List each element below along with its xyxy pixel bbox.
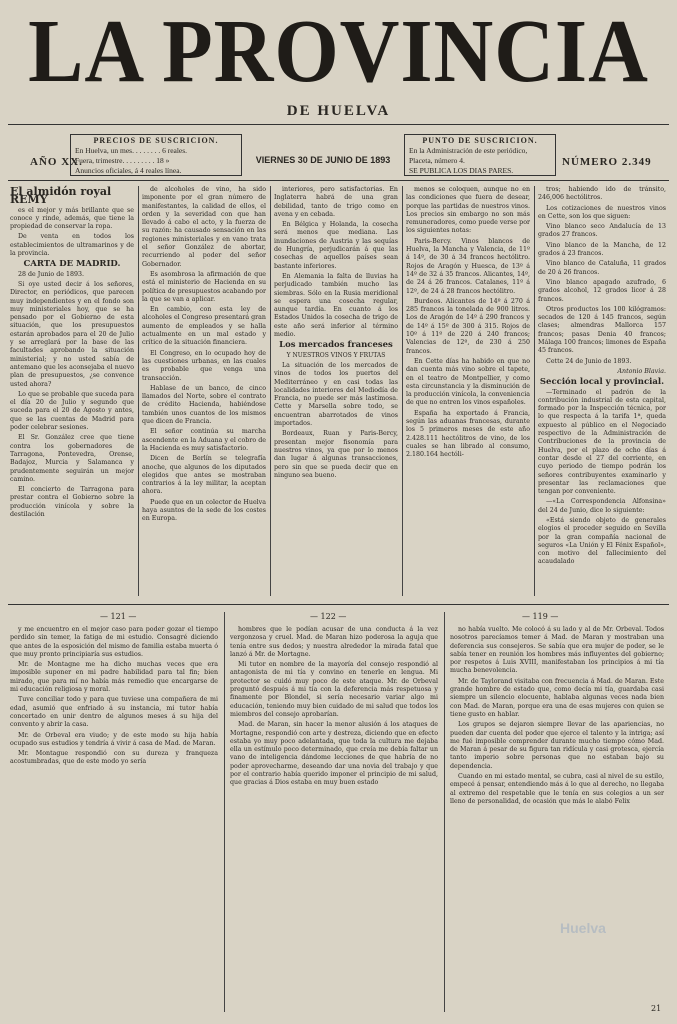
paragraph: tros; habiendo ido de tránsito, 246,006 hectólitros. (538, 186, 666, 202)
paragraph: El concierto de Tarragona para prestar contra el Gobierno sobre la producción vinícola y sobre la destilación (10, 486, 134, 518)
paragraph: Mad. de Maran, sin hacer la menor alusión á los ataques de Mortagne, respondió con arte y destreza, diciendo que en efecto estaba yo muy poco adelantada, que toda la cultura me dejaba ella un estímulo poco determinado, que creía me debía faltar un vano de inteligencia dándome lecciones de que habría de no poder aprovecharme, deseando dar una novia del trabajo y que por el contrario había querido imponer el principio de mi salud, que gracias á Dios estaba en muy buen estado (230, 721, 438, 787)
subscription-point-line: SE PUBLICA LOS DIAS PARES. (409, 166, 514, 175)
paragraph: En cambio, con esta ley de alcoholes el Congreso presentará gran aumento de empleados y se halla actualmente en un mal estado y crítico de la situación financiera. (142, 306, 266, 347)
folletin-column-3 (450, 626, 664, 808)
paragraph: Vino blanco de la Mancha, de 12 grados á 23 francos. (538, 241, 666, 258)
ad-text: De venta en todos los establecimientos de ultramarinos y de la provincia. (10, 233, 134, 258)
subscription-point-box (404, 134, 556, 176)
paragraph: Mr. de Orbeval era viudo; y de este modo su hija había ocupado sus estudios y tendría á vivir á casa de Mad. de Maran. (10, 731, 218, 747)
masthead-subtitle: DE HUELVA (286, 103, 391, 119)
paragraph: de alcoholes de vino, ha sido imponente por el gran número de manifestantes, la calidad de ellos, el orden y la severidad con que han llevado á cabo el acto, y la fuerza de su razón: ha causado sensación en las regiones ministeriales y en vano trata el señor González de abortar, recurriendo al poder del señor Gobernador. (142, 186, 266, 268)
paragraph: Dicen de Berlín se telegrafía anoche, que algunos de los diputados elegidos que antes se mostraban contrarios á la ley militar, la aceptan ahora. (142, 455, 266, 496)
header-rule-top (8, 124, 669, 125)
paragraph: Vino blanco apagado azufrado, 6 grados alcohol, 12 grados licor á 28 francos. (538, 278, 666, 303)
issue-number: NÚMERO 2.349 (562, 156, 652, 168)
column-divider (402, 186, 403, 596)
paragraph: Puede que en un colector de Huelva haya asuntos de la sede de los costes en Europa. (142, 498, 266, 523)
paragraph: Bordeaux, Ruan y Paris-Bercy, presentan mejor fisonomía para nuestros vinos, ya que por lo menos dan lugar á algunas transacciones, pero sin que se pueda decir que en ninguno sea bueno. (274, 430, 398, 479)
subscription-line: En Huelva, un mes. . . . . . . . 6 reales. (75, 146, 188, 155)
paragraph: Tuve conciliar todo y para que tuviese una compañera de mi edad, asumió que enfriado á su instancia, mi tutor había concertado en unir dentro de algunos meses á su hija del convento y abrir la casa. (10, 696, 218, 729)
paragraph: Mr. de Montagne me ha dicho muchas veces que era imposible suponer en mi padre habilidad para tal fin; bien mirado, que para mí no había más remedio que encargarse de mi educación religiosa y moral. (10, 661, 218, 694)
column-divider (534, 186, 535, 596)
folletin-page-number: — 122 — (310, 612, 347, 621)
subscription-prices-title: PRECIOS DE SUSCRICION. (93, 136, 219, 145)
paragraph: El Sr. González cree que tiene contra los gobernadores de Tarragona, Pontevedra, Orense, Badajoz, Murcia y Salamanca y prudentemente seguirán un mejor camino. (10, 434, 134, 483)
paragraph: Vino blanco seco Andalucía de 13 grados 27 francos. (538, 223, 666, 239)
column-divider (444, 612, 445, 1012)
folletin-rule (8, 604, 669, 605)
section-heading: Sección local y provincial. (539, 377, 665, 388)
column-2 (142, 186, 266, 526)
header-rule-bottom (8, 180, 669, 181)
subscription-prices-box (70, 134, 242, 176)
paragraph: interiores, pero satisfactorias. En Inglaterra habrá de una gran debilidad, tanto de trigo como en avena y en cebada. (274, 186, 398, 218)
paragraph: Hablase de un banco, de cinco llamados del Norte, sobre el contrato de crédito Hacienda, habiéndose también unos cuantos de los mismos que dicen de Francia. (142, 384, 266, 426)
sheet-mark: 21 (651, 1004, 662, 1013)
paragraph: no había vuelto. Me colocó á su lado y al de Mr. Orbeval. Todos nosotros parecíamos temer á Mad. de Maran y mostraban una deferencia sus consejeros. Se sabía que era mujer de poder, se le sabía tener en reunión los hombres más influyentes del gobierno; por respetos á Luis XVIII, manifestaban los principios á mi tía mucha benevolencia. (450, 626, 664, 675)
section-subheading: Y NUESTROS VINOS Y FRUTAS (286, 351, 386, 359)
paragraph: Si oye usted decir á los señores, Director, en periódicos, que parecen muy independientes y en el fondo son muy ministeriales hoy, que se ha pensado por el Gobierno de esta situación, que los presupuestos estarán aprobados para el 20 de Julio y se arreglará por la base de las facultades aprobando la situación ministerial; y no usted sabía de antemano que les aconsejaba el nuevo plan de presupuestos, ¿se convence usted ahora? (10, 280, 134, 388)
section-heading: CARTA DE MADRID. (23, 259, 121, 270)
subscription-line: Anuncios oficiales, á 4 reales línea. (75, 166, 182, 175)
paragraph: menos se coloquen, aunque no en las condiciones que fuera de desear, porque las partidas de nuestros vinos. Los precios sin embargo no son más remuneradores, como puede verse por los siguientes notas: (406, 186, 530, 235)
paragraph: La situación de los mercados de vinos de todos los puertos del Mediterráneo y en casi todas las localidades interiores del Mediodía de Francia, no puede ser más lastimosa. Cette y Marsella sobre todo, se encuentran abarrotados de vinos importados. (274, 361, 398, 428)
paragraph: España ha exportado á Francia, según las aduanas francesas, durante los 5 primeros meses de este año 2.428.111 hectólitros de vino, de los cuales se han librado al consumo, 2.180.164 hectóli- (406, 409, 530, 459)
column-5 (538, 186, 666, 569)
subscription-point-line: Placeta, número 4. (409, 156, 465, 165)
ad-text: es el mejor y más brillante que se conoce y rinde, además, que tiene la propiedad de conservar la ropa. (10, 206, 134, 231)
paragraph: El señor continúa su marcha ascendente en la Aduana y el cobro de la Hacienda es muy satisfactorio. (142, 428, 266, 452)
paragraph: El Congreso, en lo ocupado hoy de las cuestiones urbanas, en las cuales es probable que venga una transacción. (142, 349, 266, 382)
section-heading: Los mercados franceses (279, 340, 393, 351)
subscription-point-line: En la Administración de este periódico, (409, 146, 528, 155)
paragraph: «Está siendo objeto de generales elogios el proceder seguido en Sevilla por la gran compañía nacional de seguros «La Unión y El Fénix Español», con motivo del fallecimiento del acaudalado (538, 516, 666, 566)
signature: Antonio Blavia. (617, 367, 666, 375)
issue-date: VIERNES 30 DE JUNIO DE 1893 (255, 155, 391, 165)
column-divider (224, 612, 225, 1012)
subscription-point-title: PUNTO DE SUSCRICION. (422, 136, 538, 145)
folletin-page-number: — 119 — (522, 612, 559, 621)
paragraph: Otros productos los 100 kilógramos: secados de 120 á 145 francos, según clases; almendras Mallorca 157 francos; pasas Denia 40 francos; Málaga 100 francos; limones de España 45 francos. (538, 305, 666, 355)
paragraph: y me encuentro en el mejor caso para poder gozar el tiempo perdido sin temer, la fatiga de mi estudio. Consagré diciendo que antes de la esposición del mismo de familia estaba muerta ó que muy pronto principiaría sus estudios. (10, 626, 218, 658)
paragraph: —«La Correspondencia Alfonsina» del 24 de Junio, dice lo siguiente: (538, 498, 666, 514)
paragraph: Cette 24 de Junio de 1893. (546, 357, 632, 365)
year-label: AÑO XX. (30, 156, 83, 168)
paragraph: Los grupos se dejaron siempre llevar de las apariencias, no pueden dar cuenta del poder que ejerce el talento y la intriga; así me fué imposible comprender durante mucho tiempo cómo Mad. de Maran á pesar de su figura tan ridícula y casi grotesca, ejercía tanto imperio sobre personas que no estaban bajo su dependencia. (450, 721, 664, 770)
paragraph: Cuando en mi estado mental, se cubra, casi al nivel de su estilo, empecé á pensar, entendiendo más á lo que al derecho, no llegaba al extremo del respetable que le tenía en sus colegios a un ser lleno de personalidad, de ocasión que más le alabó Felix (450, 773, 664, 805)
paragraph: Lo que se probable que suceda para el día 20 de Julio y segundo que suceda para el 20 de Agosto y antes, que se las cuentas de Madrid para poder celebrar sesiones. (10, 390, 134, 432)
masthead-title: LA PROVINCIA (28, 2, 649, 101)
folletin-page-number: — 121 — (100, 612, 137, 621)
paragraph: —Terminado el padrón de la contribución industrial de esta capital, formado por la Inspección técnica, por lo que respecta á la tarifa 1ª, queda expuesto al público en el Negociado respectivo de la Administración de Contribuciones de la provincia de Huelva, por el plazo de ocho días á contar desde el 27 del corriente, en cuyo periodo de tiempo podrán los señores contribuyentes examinarlo y presentar las reclamaciones que tengan por conveniente. (538, 388, 666, 496)
paragraph: En Alemania la falta de lluvias ha perjudicado también mucho las siembras. Sólo en la Rusia meridional se espera una cosecha regular, aunque tardía. En cuanto á los Estados Unidos la cosecha de trigo de este año será inferior al término medio. (274, 272, 398, 339)
paragraph: En Cette días ha habido en que no dan cuenta más vino sobre el tapete, en el teatro de Montpellier, y como esta circunstancia y la disminución de la producción vinícola, la conveniencia de que no entren los vinos españoles. (406, 357, 530, 407)
column-1 (10, 186, 134, 521)
paragraph: 28 de Junio de 1893. (18, 270, 85, 278)
paragraph: Los cotizaciones de nuestros vinos en Cette, son los que siguen: (538, 204, 666, 220)
paragraph: En Bélgica y Holanda, la cosecha será menos que mediana. Las inundaciones de Austria y las sequías de Hungría, perjudicarán á que las cosechas de aquellos países sean bastante inferiores. (274, 221, 398, 270)
column-divider (270, 186, 271, 596)
library-watermark: Huelva (560, 920, 606, 936)
paragraph: Vino blanco de Cataluña, 11 grados de 20 á 26 francos. (538, 260, 666, 276)
column-divider (138, 186, 139, 596)
ad-title: El almidón royal REMY (10, 185, 112, 207)
paragraph: hombres que le podían acusar de una conducta á la vez vergonzosa y cruel. Mad. de Maran hizo poderosa la aguja que tenía entre sus dedos; y nuestra alrededor la mirada fatal que lanzó á Mr. de Mortagne. (230, 626, 438, 658)
subscription-line: Fuera, trimestre. . . . . . . . . 18 » (75, 156, 170, 165)
paragraph: Burdeos. Alicantes de 14º á 270 á 285 francos la tonelada de 900 litros. Los de Aragón de 14º á 290 francos y de 14º á 15º de 300 á 315. Rojos de 10º á 11º de 220 á 240 francos; Valencias de 12º, de 230 á 250 francos. (406, 297, 530, 355)
folletin-column-1 (10, 626, 218, 769)
paragraph: Mr. Montague respondió con su dureza y franqueza acostumbradas, que de este modo yo sería (10, 750, 218, 766)
paragraph: Mr. de Taylorand visitaba con frecuencia á Mad. de Maran. Este grande hombre de estado que, como decía mi tía, guardaba casi siempre un silencio elocuente, hablaba algunas veces nada bien con Mad. de Maran, porque era una de esas mujeres con quien se tiene gusto en hablar. (450, 677, 664, 718)
column-3 (274, 186, 398, 482)
column-4 (406, 186, 530, 462)
paragraph: Mi tutor en nombre de la mayoría del consejo respondió al antagonista de mi tía y convino en tenerle en lengua. Mi protector se cuidó muy poco de este ataque. Mr. de Orbeval preguntó después á mi tía con la deferencia más respetuosa y finamente por Blondel, si sería necesario variar algo mi educación, teniendo muy bien cuidado de mi salud que todos los miembros del consejo aprobarían. (230, 661, 438, 718)
paragraph: Paris-Bercy. Vinos blancos de Huelva, la Mancha y Valencia, de 11º á 14º, de 30 á 34 francos hectólitro. Rojos de Aragón y Huesca, de 13º á 14º de 32 á 35 francos. Alicantes, 14º, de 24 á 26 francos. Catalanes, 11º á 12º, de 24 á 28 francos hectólitro. (406, 237, 530, 295)
folletin-column-2 (230, 626, 438, 790)
paragraph: Es asombrosa la afirmación de que está el ministerio de Hacienda en su política de presupuestos acabando por la que se van a aplicar. (142, 270, 266, 303)
